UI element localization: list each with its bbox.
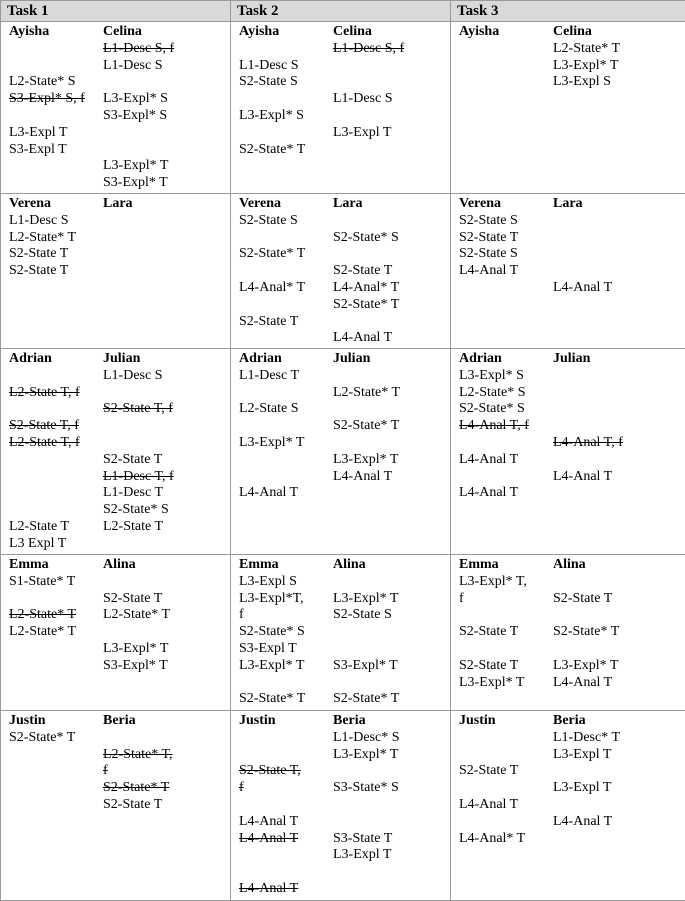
table-cell [451, 22, 685, 194]
struck-code-entry: L4-Anal T [239, 831, 298, 847]
code-entry: S2-State S [459, 246, 518, 262]
code-entry: S3-Expl* S [103, 108, 167, 124]
code-entry: L2-State* T [553, 41, 620, 57]
code-entry: L2-State* T [333, 385, 400, 401]
header-task-2: Task 2 [231, 1, 451, 22]
code-entry: S2-State* S [459, 401, 525, 417]
participant-name: Adrian [9, 351, 52, 367]
code-entry: L3-Expl* T [333, 747, 398, 763]
code-entry: S2-State T [103, 797, 162, 813]
participant-name: Verena [459, 196, 501, 212]
code-entry: L4-Anal T [333, 330, 392, 346]
struck-code-entry: L1-Desc S, f [333, 41, 404, 57]
table-cell [231, 22, 451, 194]
struck-code-entry: S2-State T, f [9, 418, 79, 434]
code-entry: L3-Expl S [239, 574, 297, 590]
code-entry: S2-State T [459, 763, 518, 779]
code-entry: S2-State* T [333, 691, 399, 707]
table-cell [1, 22, 231, 194]
participant-name: Alina [333, 557, 366, 573]
table-cell [1, 555, 231, 711]
participant-name: Justin [9, 713, 46, 729]
table-cell [231, 194, 451, 349]
participant-name: Julian [103, 351, 140, 367]
participant-name: Emma [459, 557, 499, 573]
code-entry: S3-Expl* T [333, 658, 398, 674]
code-entry: S3-State* S [333, 780, 399, 796]
code-entry: L4-Anal T [459, 797, 518, 813]
struck-code-entry: S2-State T, f [103, 401, 173, 417]
code-entry: S2-State* T [333, 297, 399, 313]
code-entry: f [239, 607, 244, 623]
code-entry: L3-Expl* T [103, 641, 168, 657]
code-entry: L3-Expl T [333, 125, 391, 141]
code-entry: L3-Expl* T [459, 675, 524, 691]
code-entry: L3 Expl T [9, 536, 66, 552]
struck-code-entry: L2-State* T [9, 607, 76, 623]
code-entry: S2-State* S [103, 502, 169, 518]
code-entry: S3-Expl* T [103, 175, 168, 191]
participant-name: Lara [103, 196, 133, 212]
struck-code-entry: L2-State T, f [9, 385, 80, 401]
code-entry: S2-State T [459, 230, 518, 246]
participant-name: Adrian [459, 351, 502, 367]
code-entry: L1-Desc* S [333, 730, 400, 746]
code-entry: S2-State T [553, 591, 612, 607]
code-entry: L3-Expl* T [553, 58, 618, 74]
code-entry: L3-Expl T [333, 847, 391, 863]
code-entry: L3-Expl* T, [459, 574, 527, 590]
struck-code-entry: L2-State T, f [9, 435, 80, 451]
code-entry: L3-Expl* S [239, 108, 304, 124]
struck-code-entry: L1-Desc T, f [103, 469, 174, 485]
code-entry: L1-Desc* T [553, 730, 620, 746]
code-entry: L4-Anal T [239, 485, 298, 501]
code-entry: L4-Anal T [553, 469, 612, 485]
code-entry: S2-State* T [239, 142, 305, 158]
code-entry: S2-State* T [9, 730, 75, 746]
participant-name: Ayisha [459, 24, 499, 40]
code-entry: S2-State* T [553, 624, 619, 640]
code-entry: L4-Anal* T [239, 280, 305, 296]
code-entry: S2-State T [459, 624, 518, 640]
code-entry: L3-Expl* S [459, 368, 524, 384]
code-entry: S2-State T [9, 263, 68, 279]
code-entry: S2-State T [459, 658, 518, 674]
participant-name: Julian [553, 351, 590, 367]
code-entry: L1-Desc S [103, 58, 163, 74]
table-row [1, 555, 685, 711]
table-cell [1, 349, 231, 555]
participant-name: Emma [239, 557, 279, 573]
header-row [1, 1, 685, 22]
code-entry: S3-Expl T [239, 641, 297, 657]
code-entry: L4-Anal T [459, 263, 518, 279]
participant-name: Beria [553, 713, 586, 729]
code-entry: L3-Expl* S [103, 91, 168, 107]
participant-name: Verena [239, 196, 281, 212]
code-entry: L2-State* S [459, 385, 526, 401]
participant-name: Lara [333, 196, 363, 212]
table-row [1, 22, 685, 194]
table-row [1, 194, 685, 349]
code-entry: L1-Desc S [9, 213, 69, 229]
participant-name: Verena [9, 196, 51, 212]
code-entry: L4-Anal T [333, 469, 392, 485]
code-entry: L2-State T [103, 519, 163, 535]
code-entry: S2-State* S [239, 624, 305, 640]
participant-name: Alina [553, 557, 586, 573]
code-entry: S2-State S [333, 607, 392, 623]
table-cell [231, 711, 451, 901]
code-entry: L2-State* T [9, 230, 76, 246]
code-entry: L1-Desc S [103, 368, 163, 384]
code-entry: L2-State* T [103, 607, 170, 623]
table-cell [1, 194, 231, 349]
code-entry: L1-Desc S [333, 91, 393, 107]
participant-name: Ayisha [9, 24, 49, 40]
struck-code-entry: L4-Anal T [239, 881, 298, 897]
struck-code-entry: S3-Expl* S, f [9, 91, 85, 107]
table-cell [451, 555, 685, 711]
code-entry: S2-State T [239, 314, 298, 330]
code-entry: L3-Expl*T, [239, 591, 304, 607]
code-entry: S2-State S [459, 213, 518, 229]
participant-name: Beria [103, 713, 136, 729]
code-entry: L4-Anal* T [333, 280, 399, 296]
table-cell [451, 349, 685, 555]
code-entry: L2-State S [239, 401, 299, 417]
struck-code-entry: S2-State T, [239, 763, 301, 779]
struck-code-entry: f [239, 780, 244, 796]
code-entry: L2-State* S [9, 74, 76, 90]
struck-code-entry: L1-Desc S, f [103, 41, 174, 57]
code-entry: S2-State T [9, 246, 68, 262]
participant-name: Lara [553, 196, 583, 212]
participant-name: Justin [459, 713, 496, 729]
code-entry: L4-Anal* T [459, 831, 525, 847]
table-cell [231, 349, 451, 555]
code-entry: L1-Desc T [239, 368, 299, 384]
header-task-1: Task 1 [1, 1, 231, 22]
code-entry: L4-Anal T [239, 814, 298, 830]
participant-name: Justin [239, 713, 276, 729]
code-entry: S2-State* T [239, 691, 305, 707]
table-cell [451, 711, 685, 901]
code-entry: L3-Expl T [553, 747, 611, 763]
table-cell [1, 711, 231, 901]
code-entry: L3-Expl* T [333, 452, 398, 468]
struck-code-entry: L2-State* T, [103, 747, 172, 763]
code-entry: L2-State* T [9, 624, 76, 640]
participant-name: Adrian [239, 351, 282, 367]
code-entry: S2-State T [333, 263, 392, 279]
code-entry: L3-Expl* T [103, 158, 168, 174]
code-entry: S2-State S [239, 74, 298, 90]
header-task-3: Task 3 [451, 1, 685, 22]
code-entry: S2-State* T [333, 418, 399, 434]
code-entry: L3-Expl* T [333, 591, 398, 607]
code-entry: L4-Anal T [553, 814, 612, 830]
struck-code-entry: L4-Anal T, f [459, 418, 529, 434]
code-entry: f [459, 591, 464, 607]
code-entry: L1-Desc S [239, 58, 299, 74]
participant-name: Celina [333, 24, 372, 40]
code-entry: S3-Expl* T [103, 658, 168, 674]
code-entry: L4-Anal T [459, 485, 518, 501]
code-entry: L2-State T [9, 519, 69, 535]
code-entry: S3-State T [333, 831, 392, 847]
struck-code-entry: S2-State* T [103, 780, 169, 796]
code-entry: S2-State* S [333, 230, 399, 246]
participant-name: Celina [103, 24, 142, 40]
table-cell [231, 555, 451, 711]
code-entry: S3-Expl T [9, 142, 67, 158]
code-entry: L4-Anal T [553, 280, 612, 296]
participant-name: Celina [553, 24, 592, 40]
code-entry: S2-State S [239, 213, 298, 229]
struck-code-entry: f [103, 763, 108, 779]
table-row [1, 349, 685, 555]
code-entry: L3-Expl S [553, 74, 611, 90]
code-entry: L4-Anal T [459, 452, 518, 468]
code-entry: S2-State T [103, 452, 162, 468]
code-entry: S2-State T [103, 591, 162, 607]
code-entry: L4-Anal T [553, 675, 612, 691]
code-entry: L3-Expl T [553, 780, 611, 796]
code-entry: S2-State* T [239, 246, 305, 262]
struck-code-entry: L4-Anal T, f [553, 435, 623, 451]
participant-name: Emma [9, 557, 49, 573]
code-entry: L3-Expl T [9, 125, 67, 141]
table-cell [451, 194, 685, 349]
participant-name: Julian [333, 351, 370, 367]
code-entry: L1-Desc T [103, 485, 163, 501]
code-entry: L3-Expl* T [239, 435, 304, 451]
participant-name: Alina [103, 557, 136, 573]
code-entry: S1-State* T [9, 574, 75, 590]
code-entry: L3-Expl* T [239, 658, 304, 674]
participant-name: Ayisha [239, 24, 279, 40]
participant-name: Beria [333, 713, 366, 729]
code-entry: L3-Expl* T [553, 658, 618, 674]
table-row [1, 711, 685, 901]
